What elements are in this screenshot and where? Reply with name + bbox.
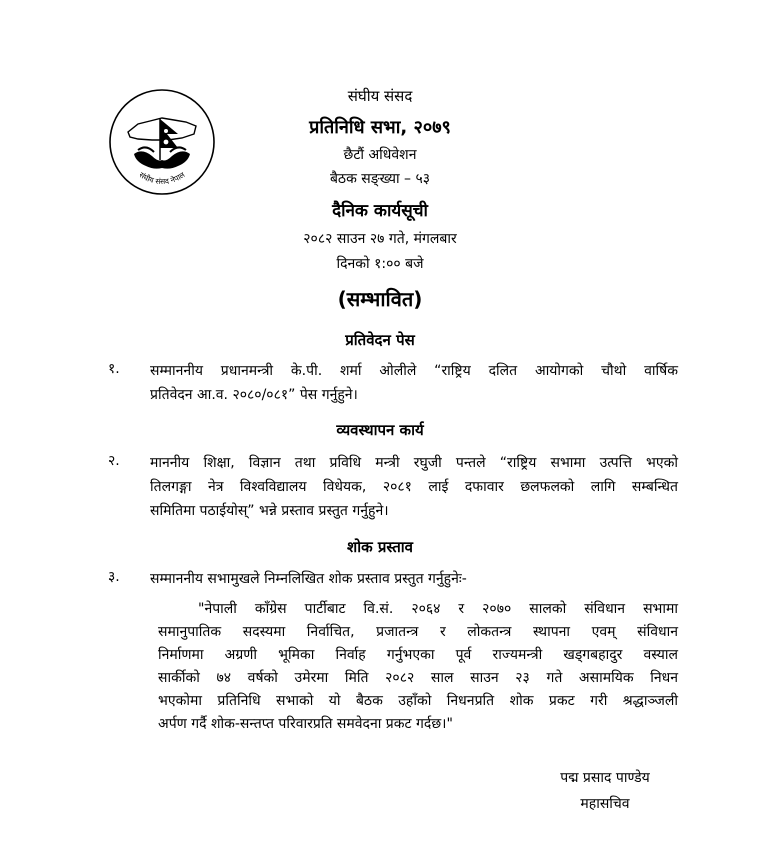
item-line: सम्माननीय प्रधानमन्त्री के.पी. शर्मा ओलीले “राष्ट्रिय दलित आयोगको चौथो वार्षिक (150, 363, 678, 379)
item-line: समितिमा पठाईयोस्” भन्ने प्रस्ताव प्रस्तुत गर्नुहुने। (150, 503, 389, 519)
agenda-item-condolence (150, 567, 678, 591)
agenda-item-report (150, 359, 678, 407)
condolence-motion-text (158, 598, 678, 736)
quote-line: समानुपातिक सदस्यमा निर्वाचित, प्रजातन्त्र र लोकतन्त्र स्थापना एवम् संविधान (158, 624, 678, 640)
item-line: प्रतिवेदन आ.व. २०८०/०८१” पेस गर्नुहुने। (150, 387, 358, 403)
item-line: तिलगङ्गा नेत्र विश्वविद्यालय विधेयक, २०८१ लाई दफावार छलफलको लागि सम्बन्धित (150, 479, 678, 495)
item-number: ३. (108, 569, 120, 585)
quote-line: सार्कीको ७४ वर्षको उमेरमा मिति २०८२ साल साउन २३ गते असामयिक निधन (158, 670, 678, 686)
meeting-number: बैठक सङ्ख्या – ५३ (329, 171, 431, 187)
item-line: माननीय शिक्षा, विज्ञान तथा प्रविधि मन्त्री रघुजी पन्तले “राष्ट्रिय सभामा उत्पत्ति भएको (150, 455, 678, 471)
emblem-text: संघीय संसद नेपाल (137, 170, 187, 187)
agenda-title: दैनिक कार्यसूची (332, 201, 428, 221)
agenda-item-legislation (150, 451, 678, 523)
status-label: (सम्भावित) (337, 287, 423, 311)
meeting-date: २०८२ साउन २७ गते, मंगलबार (303, 231, 457, 247)
quote-line: "नेपाली काँग्रेस पार्टीबाट वि.सं. २०६४ र २०७० सालको संविधान सभामा (198, 601, 678, 617)
quote-line: निर्माणमा अग्रणी भूमिका निर्वाह गर्नुभएका पूर्व राज्यमन्त्री खड्गबहादुर वस्याल (158, 647, 678, 663)
meeting-time: दिनको १:०० बजे (336, 256, 424, 272)
item-line: सम्माननीय सभामुखले निम्नलिखित शोक प्रस्ताव प्रस्तुत गर्नुहुनेः- (150, 571, 467, 587)
item-number: २. (108, 453, 120, 469)
session-label: छैटौं अधिवेशन (343, 147, 417, 163)
section-title-report: प्रतिवेदन पेस (345, 331, 415, 349)
quote-line: भएकोमा प्रतिनिधि सभाको यो बैठक उहाँको निधनप्रति शोक प्रकट गरी श्रद्धाञ्जली (158, 693, 678, 709)
house-name: प्रतिनिधि सभा, २०७९ (309, 117, 451, 138)
signatory-name: पद्म प्रसाद पाण्डेय (560, 770, 650, 786)
parliament-name: संघीय संसद (347, 87, 413, 105)
section-title-condolence: शोक प्रस्ताव (347, 538, 413, 556)
quote-line: अर्पण गर्दै शोक-सन्तप्त परिवारप्रति समवेदना प्रकट गर्दछ।" (158, 716, 453, 732)
item-number: १. (108, 361, 120, 377)
section-title-legislation: व्यवस्थापन कार्य (336, 421, 424, 439)
signatory-title: महासचिव (580, 796, 630, 812)
